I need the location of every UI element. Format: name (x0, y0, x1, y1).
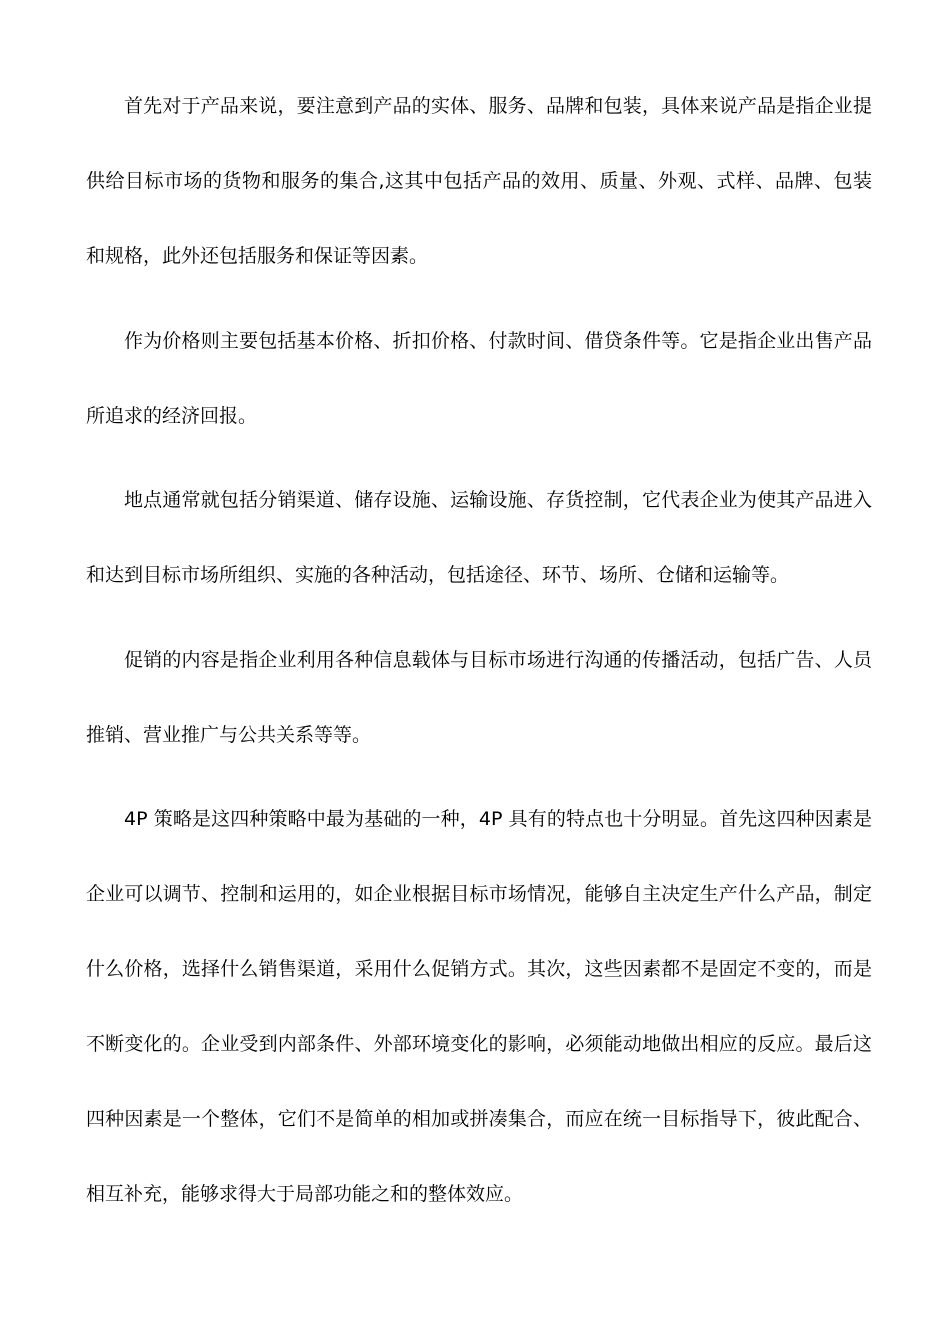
paragraph-5-line-5: 四种因素是一个整体，它们不是简单的相加或拼凑集合，而应在统一目标指导下，彼此配合、 (86, 1108, 872, 1130)
paragraph-5-line-6: 相互补充，能够求得大于局部功能之和的整体效应。 (86, 1183, 524, 1205)
paragraph-4-line-1: 促销的内容是指企业利用各种信息载体与目标市场进行沟通的传播活动，包括广告、人员 (124, 649, 872, 671)
paragraph-1-line-1: 首先对于产品来说，要注意到产品的实体、服务、品牌和包装，具体来说产品是指企业提 (124, 95, 872, 117)
paragraph-4-line-2: 推销、营业推广与公共关系等等。 (86, 724, 372, 746)
paragraph-5-line-4: 不断变化的。企业受到内部条件、外部环境变化的影响，必须能动地做出相应的反应。最后这 (86, 1033, 872, 1055)
paragraph-3-line-1: 地点通常就包括分销渠道、储存设施、运输设施、存货控制，它代表企业为使其产品进入 (124, 489, 872, 511)
paragraph-5-line-2: 企业可以调节、控制和运用的，如企业根据目标市场情况，能够自主决定生产什么产品，制定 (86, 883, 872, 905)
paragraph-5-line-3: 什么价格，选择什么销售渠道，采用什么促销方式。其次，这些因素都不是固定不变的，而是 (86, 958, 872, 980)
paragraph-1-line-2: 供给目标市场的货物和服务的集合,这其中包括产品的效用、质量、外观、式样、品牌、包装 (86, 170, 872, 192)
paragraph-5-line-1: 4P 策略是这四种策略中最为基础的一种，4P 具有的特点也十分明显。首先这四种因素是 (124, 808, 872, 830)
paragraph-2-line-1: 作为价格则主要包括基本价格、折扣价格、付款时间、借贷条件等。它是指企业出售产品 (124, 330, 872, 352)
paragraph-2-line-2: 所追求的经济回报。 (86, 405, 258, 427)
paragraph-3-line-2: 和达到目标市场所组织、实施的各种活动，包括途径、环节、场所、仓储和运输等。 (86, 564, 790, 586)
paragraph-1-line-3: 和规格，此外还包括服务和保证等因素。 (86, 245, 429, 267)
